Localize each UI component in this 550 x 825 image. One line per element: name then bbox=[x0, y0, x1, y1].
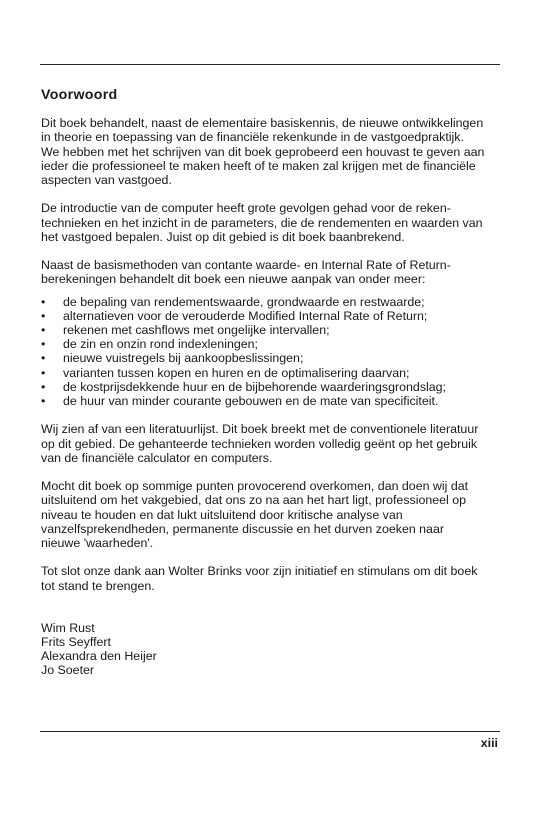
text-line: Wij zien af van een literatuurlijst. Dit boek breekt met de conventionele literatuur bbox=[41, 422, 479, 437]
author-signatures bbox=[41, 621, 503, 678]
list-item-text: de bepaling van rendementswaarde, grondwaarde en restwaarde; bbox=[63, 294, 425, 309]
bullet-symbol: • bbox=[41, 394, 46, 409]
list-item-text: nieuwe vuistregels bij aankoopbeslissingen; bbox=[63, 351, 304, 366]
text-line: uitsluitend om het vakgebied, dat ons zo na aan het hart ligt, professioneel op bbox=[41, 493, 467, 508]
paragraph-intro bbox=[41, 116, 503, 187]
text-line: tot stand te brengen. bbox=[41, 578, 155, 593]
paragraph-thanks bbox=[41, 564, 503, 592]
text-line: Naast de basismethoden van contante waarde- en Internal Rate of Return- bbox=[41, 258, 451, 273]
list-item bbox=[41, 295, 503, 309]
list-item-text: varianten tussen kopen en huren en de optimalisering daarvan; bbox=[63, 365, 410, 380]
section-heading: Voorwoord bbox=[41, 87, 118, 103]
bullet-symbol: • bbox=[41, 365, 46, 380]
paragraph-methods bbox=[41, 258, 503, 286]
list-item-text: rekenen met cashflows met ongelijke intervallen; bbox=[63, 323, 330, 338]
paragraph-literature bbox=[41, 422, 503, 465]
text-line: ieder die professioneel te maken heeft of te maken zal krijgen met de financiële bbox=[41, 158, 476, 173]
text-line: niveau te houden en dat lukt uitsluitend door kritische analyse van bbox=[41, 507, 403, 522]
text-line: De introductie van de computer heeft grote gevolgen gehad voor de reken- bbox=[41, 201, 451, 216]
text-line: op dit gebied. De gehanteerde technieken worden volledig geënt op het gebruik bbox=[41, 436, 478, 451]
text-line: aspecten van vastgoed. bbox=[41, 173, 172, 188]
bullet-symbol: • bbox=[41, 308, 46, 323]
text-line: nieuwe 'waarheden'. bbox=[41, 536, 154, 551]
paragraph-computer bbox=[41, 201, 503, 244]
list-item-text: alternatieven voor de verouderde Modified Internal Rate of Return; bbox=[63, 308, 428, 323]
bullet-symbol: • bbox=[41, 294, 46, 309]
list-item bbox=[41, 351, 503, 365]
text-line: van de financiële calculator en computers. bbox=[41, 450, 273, 465]
page-number: xiii bbox=[480, 736, 498, 750]
text-line: in theorie en toepassing van de financiële rekenkunde in de vastgoedpraktijk. bbox=[41, 130, 464, 145]
list-item bbox=[41, 337, 503, 351]
bottom-rule bbox=[40, 731, 500, 732]
bullet-symbol: • bbox=[41, 379, 46, 394]
text-line: Dit boek behandelt, naast de elementaire basiskennis, de nieuwe ontwikkelingen bbox=[41, 116, 484, 131]
list-item bbox=[41, 394, 503, 408]
bullet-symbol: • bbox=[41, 337, 46, 352]
text-line: vanzelfsprekendheden, permanente discussie en het durven zoeken naar bbox=[41, 521, 444, 536]
text-line: We hebben met het schrijven van dit boek geprobeerd een houvast te geven aan bbox=[41, 144, 485, 159]
list-item-text: de kostprijsdekkende huur en de bijbehorende waarderingsgrondslag; bbox=[63, 379, 446, 394]
page-content bbox=[41, 88, 503, 678]
bullet-symbol: • bbox=[41, 323, 46, 338]
list-item-text: de huur van minder courante gebouwen en de mate van specificiteit. bbox=[63, 394, 439, 409]
list-item bbox=[41, 323, 503, 337]
list-item bbox=[41, 366, 503, 380]
author-name: Frits Seyffert bbox=[41, 635, 111, 650]
text-line: Mocht dit boek op sommige punten provocerend overkomen, dan doen wij dat bbox=[41, 479, 469, 494]
list-item bbox=[41, 309, 503, 323]
text-line: het vastgoed bepalen. Juist op dit gebied is dit boek baanbrekend. bbox=[41, 229, 405, 244]
bullet-symbol: • bbox=[41, 351, 46, 366]
author-name: Jo Soeter bbox=[41, 663, 95, 678]
topic-list bbox=[41, 295, 503, 409]
text-line: Tot slot onze dank aan Wolter Brinks voor zijn initiatief en stimulans om dit boek bbox=[41, 564, 478, 579]
author-name: Alexandra den Heijer bbox=[41, 649, 157, 664]
text-line: berekeningen behandelt dit boek een nieuwe aanpak van onder meer: bbox=[41, 272, 426, 287]
paragraph-provocation bbox=[41, 479, 503, 550]
list-item bbox=[41, 380, 503, 394]
top-rule bbox=[40, 64, 500, 65]
author-name: Wim Rust bbox=[41, 620, 95, 635]
list-item-text: de zin en onzin rond indexleningen; bbox=[63, 337, 258, 352]
text-line: technieken en het inzicht in de parameters, die de rendementen en waarden van bbox=[41, 215, 483, 230]
